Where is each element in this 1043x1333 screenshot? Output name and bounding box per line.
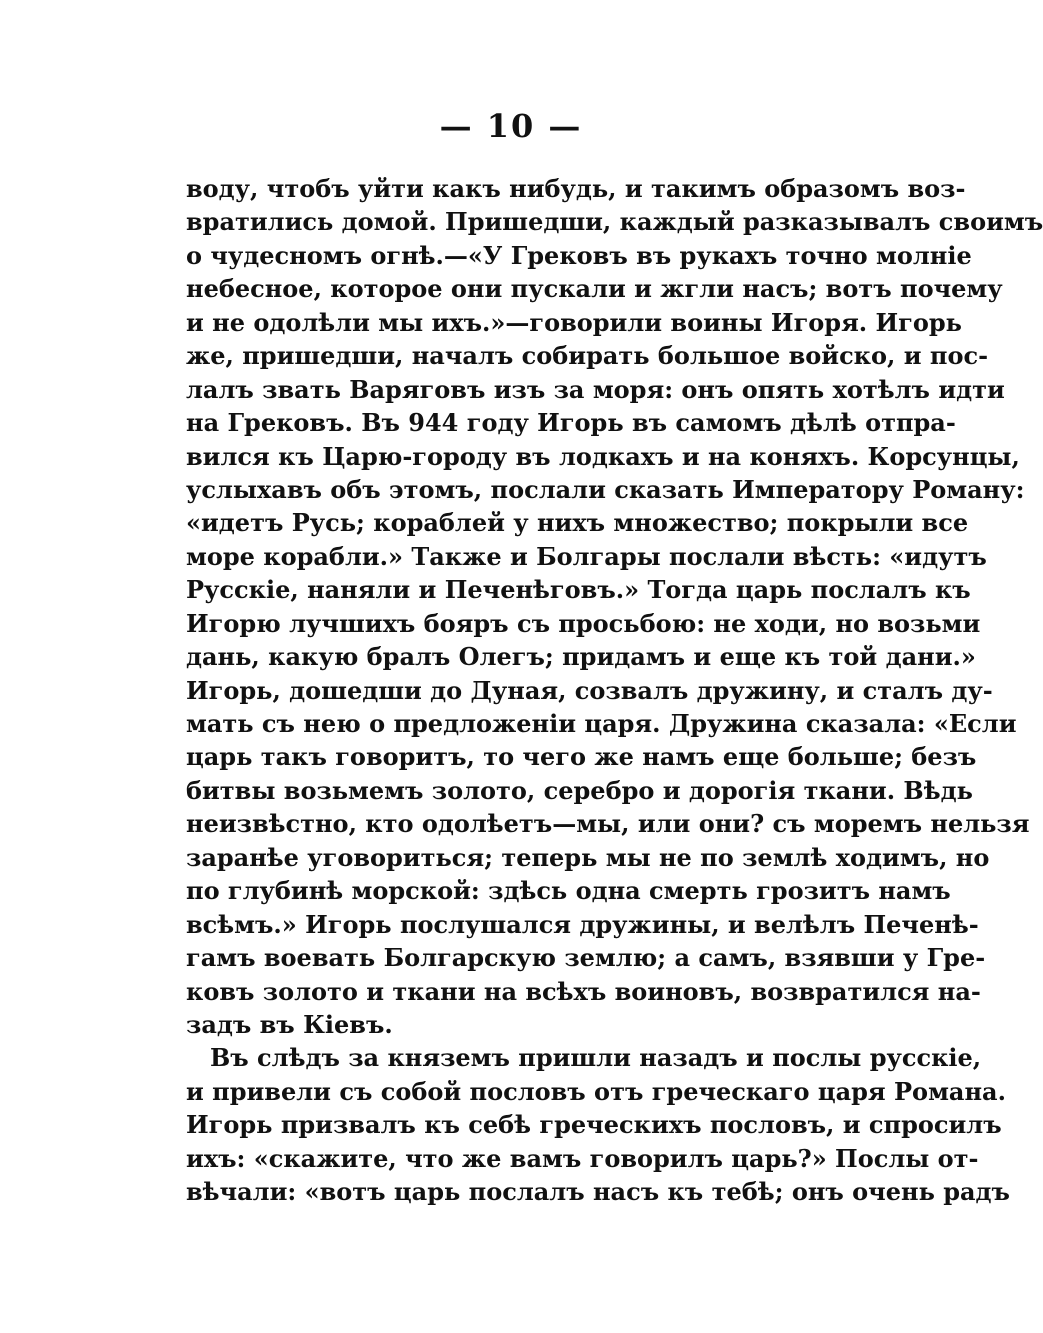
text-line: всѣмъ.» Игорь послушался дружины, и велѣлъ Печенѣ- — [186, 909, 979, 939]
text-line: мать съ нею о предложеніи царя. Дружина сказала: «Если — [186, 709, 1017, 738]
text-line: на Грековъ. Въ 944 году Игорь въ самомъ дѣлѣ отпра- — [186, 408, 956, 438]
text-line: битвы возьмемъ золото, серебро и дорогія ткани. Вѣдь — [186, 775, 973, 805]
text-line: море корабли.» Также и Болгары послали вѣсть: «идутъ — [186, 541, 987, 571]
paragraph-start-line: Въ слѣдъ за княземъ пришли назадъ и послы русскіе, — [210, 1043, 982, 1073]
text-line: вратились домой. Пришедши, каждый разказывалъ своимъ — [186, 207, 1043, 237]
text-line: по глубинѣ морской: здѣсь одна смерть грозитъ намъ — [186, 876, 951, 906]
text-line: Русскіе, наняли и Печенѣговъ.» Тогда царь послалъ къ — [186, 575, 971, 605]
text-line: Игорь, дошедши до Дуная, созвалъ дружину, и сталъ ду- — [186, 675, 993, 705]
text-line: и не одолѣли мы ихъ.»—говорили воины Игоря. Игорь — [186, 307, 962, 337]
text-line: «идетъ Русь; кораблей у нихъ множество; покрыли все — [186, 508, 969, 538]
text-line: царь такъ говоритъ, то чего же намъ еще больше; безъ — [186, 742, 977, 772]
text-line: ихъ: «скажите, что же вамъ говорилъ царь?» Послы от- — [186, 1143, 979, 1173]
text-line: вѣчали: «вотъ царь послалъ насъ къ тебѣ; онъ очень радъ — [186, 1177, 1010, 1207]
page-number: — 10 — — [439, 107, 583, 145]
text-line: воду, чтобъ уйти какъ нибудь, и такимъ образомъ воз- — [186, 174, 966, 203]
text-line: Игорь призвалъ къ себѣ греческихъ пословъ, и спросилъ — [186, 1110, 1002, 1140]
text-line: услыхавъ объ этомъ, послали сказать Императору Роману: — [186, 474, 1025, 504]
paragraph-end-line: задъ въ Кіевъ. — [186, 1009, 393, 1039]
text-line: Игорю лучшихъ бояръ съ просьбою: не ходи, но возьми — [186, 608, 981, 638]
body-text — [186, 172, 1043, 1209]
text-line: вился къ Царю-городу въ лодкахъ и на коняхъ. Корсунцы, — [186, 441, 1020, 471]
text-line: дань, какую бралъ Олегъ; придамъ и еще къ той дани.» — [186, 642, 976, 672]
text-line: неизвѣстно, кто одолѣетъ—мы, или они? съ моремъ нельзя — [186, 809, 1030, 839]
text-line: лалъ звать Варяговъ изъ за моря: онъ опять хотѣлъ идти — [186, 374, 1005, 404]
text-line: заранѣе уговориться; теперь мы не по землѣ ходимъ, но — [186, 842, 990, 872]
text-line: ковъ золото и ткани на всѣхъ воиновъ, возвратился на- — [186, 976, 981, 1006]
text-line: небесное, которое они пускали и жгли насъ; вотъ почему — [186, 274, 1003, 304]
text-line: гамъ воевать Болгарскую землю; а самъ, взявши у Гре- — [186, 943, 986, 973]
text-line: и привели съ собой пословъ отъ греческаго царя Романа. — [186, 1076, 1006, 1106]
text-line: же, пришедши, началъ собирать большое войско, и пос- — [186, 341, 989, 371]
text-line: о чудесномъ огнѣ.—«У Грековъ въ рукахъ точно молніе — [186, 240, 972, 270]
